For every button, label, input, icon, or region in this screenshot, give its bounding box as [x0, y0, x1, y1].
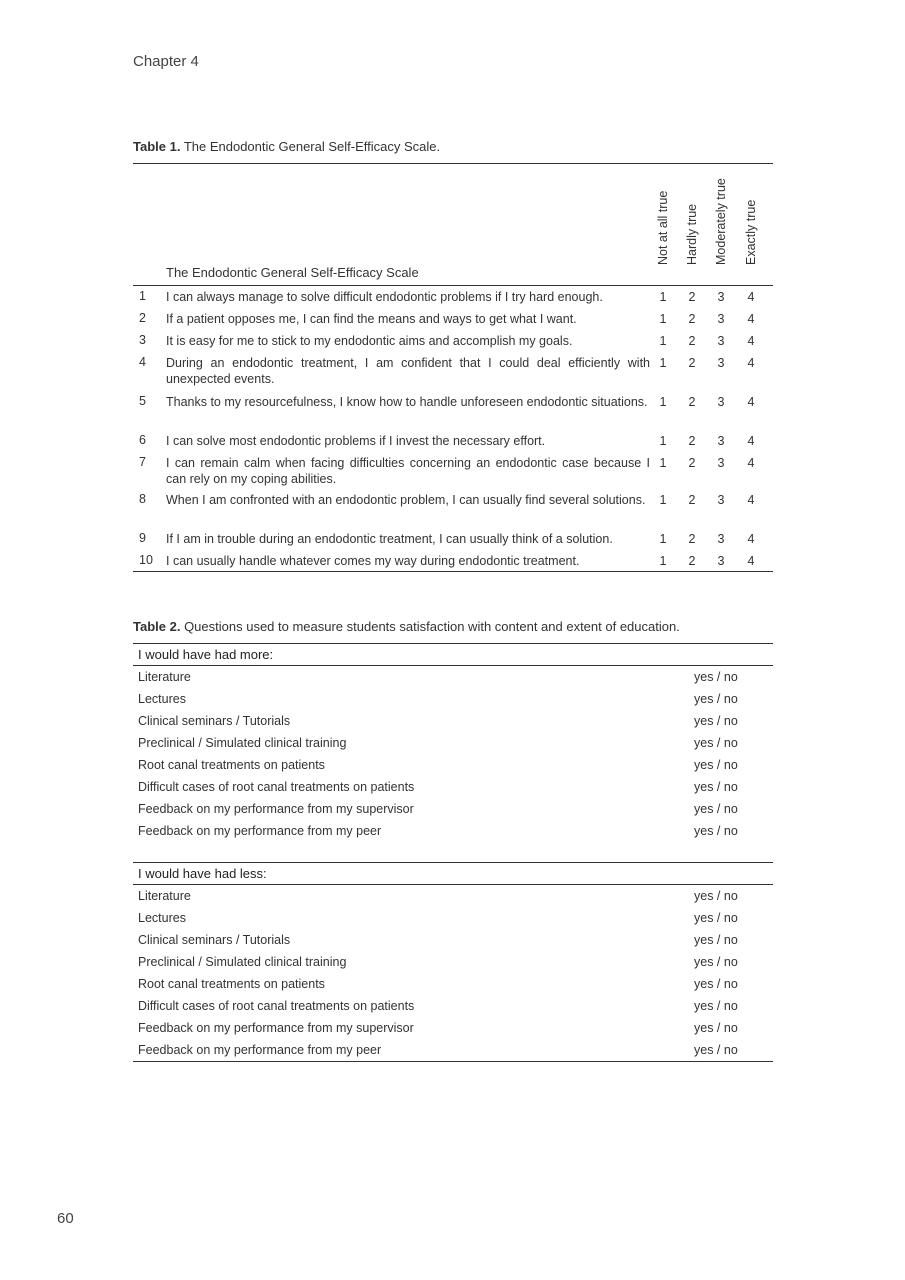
scale-value: 2 — [688, 334, 696, 348]
header-hardly-true-label: Hardly true — [685, 203, 699, 265]
header-exactly-true-label: Exactly true — [744, 199, 758, 265]
scale-value: 4 — [747, 554, 755, 568]
row-number: 8 — [139, 492, 146, 506]
scale-value: 4 — [747, 493, 755, 507]
scale-row — [133, 528, 773, 550]
row-statement: I can remain calm when facing difficulties concerning an endodontic case because I can rely on my coping abilities. — [166, 456, 650, 486]
scale-value: 4 — [747, 290, 755, 304]
row-statement: When I am confronted with an endodontic problem, I can usually find several solutions. — [166, 493, 646, 507]
yes-no-answer: yes / no — [694, 692, 738, 706]
row-statement: I can solve most endodontic problems if I invest the necessary effort. — [166, 434, 546, 448]
item-label: Clinical seminars / Tutorials — [138, 933, 291, 947]
satisfaction-row — [133, 776, 773, 798]
scale-value: 2 — [688, 356, 696, 370]
section-heading: I would have had less: — [133, 862, 773, 885]
scale-value: 1 — [659, 312, 667, 326]
yes-no-answer: yes / no — [694, 911, 738, 925]
scale-row — [133, 430, 773, 452]
scale-row — [133, 489, 773, 528]
yes-no-answer: yes / no — [694, 933, 738, 947]
scale-value: 3 — [717, 493, 725, 507]
scale-value: 4 — [747, 356, 755, 370]
scale-value: 3 — [717, 312, 725, 326]
row-number: 10 — [139, 553, 153, 567]
self-efficacy-table-body — [133, 286, 773, 572]
scale-value: 2 — [688, 312, 696, 326]
item-label: Preclinical / Simulated clinical training — [138, 736, 347, 750]
row-number: 9 — [139, 531, 146, 545]
scale-row — [133, 550, 773, 572]
item-label: Difficult cases of root canal treatments on patients — [138, 999, 415, 1013]
scale-value: 1 — [659, 334, 667, 348]
item-label: Clinical seminars / Tutorials — [138, 714, 291, 728]
scale-value: 3 — [717, 532, 725, 546]
satisfaction-row — [133, 710, 773, 732]
scale-value: 4 — [747, 532, 755, 546]
self-efficacy-table-header — [133, 164, 773, 286]
scale-value: 2 — [688, 554, 696, 568]
row-statement: Thanks to my resourcefulness, I know how to handle unforeseen endodontic situations. — [166, 395, 648, 409]
yes-no-answer: yes / no — [694, 955, 738, 969]
satisfaction-row — [133, 929, 773, 951]
scale-column-title: The Endodontic General Self-Efficacy Scale — [166, 265, 419, 280]
scale-row — [133, 308, 773, 330]
row-statement: I can always manage to solve difficult endodontic problems if I try hard enough. — [166, 290, 603, 304]
scale-row — [133, 391, 773, 430]
satisfaction-row — [133, 688, 773, 710]
scale-value: 3 — [717, 395, 725, 409]
item-label: Feedback on my performance from my peer — [138, 824, 382, 838]
scale-value: 1 — [659, 493, 667, 507]
satisfaction-row — [133, 951, 773, 973]
satisfaction-row — [133, 754, 773, 776]
item-label: Feedback on my performance from my supervisor — [138, 1021, 414, 1035]
satisfaction-row — [133, 820, 773, 842]
scale-value: 3 — [717, 290, 725, 304]
header-not-at-all-true — [653, 159, 673, 279]
item-label: Literature — [138, 889, 191, 903]
yes-no-answer: yes / no — [694, 824, 738, 838]
table2-caption-label: Table 2. — [133, 619, 181, 634]
scale-value: 1 — [659, 554, 667, 568]
row-number: 5 — [139, 394, 146, 408]
satisfaction-row — [133, 732, 773, 754]
scale-value: 2 — [688, 493, 696, 507]
scale-row — [133, 452, 773, 489]
yes-no-answer: yes / no — [694, 999, 738, 1013]
yes-no-answer: yes / no — [694, 889, 738, 903]
header-hardly-true — [682, 159, 702, 279]
header-exactly-true — [741, 159, 761, 279]
yes-no-answer: yes / no — [694, 977, 738, 991]
satisfaction-table-less — [133, 862, 773, 1062]
satisfaction-row — [133, 666, 773, 688]
item-label: Root canal treatments on patients — [138, 758, 325, 772]
scale-value: 3 — [717, 356, 725, 370]
scale-value: 2 — [688, 434, 696, 448]
scale-value: 4 — [747, 334, 755, 348]
satisfaction-row — [133, 798, 773, 820]
item-label: Feedback on my performance from my supervisor — [138, 802, 414, 816]
row-number: 2 — [139, 311, 146, 325]
item-label: Literature — [138, 670, 191, 684]
item-label: Preclinical / Simulated clinical training — [138, 955, 347, 969]
yes-no-answer: yes / no — [694, 1043, 738, 1057]
scale-value: 1 — [659, 456, 667, 470]
scale-value: 3 — [717, 334, 725, 348]
scale-row — [133, 330, 773, 352]
satisfaction-row — [133, 1039, 773, 1061]
scale-value: 1 — [659, 532, 667, 546]
scale-row — [133, 286, 773, 308]
table2-caption-text: Questions used to measure students satisfaction with content and extent of education. — [180, 619, 680, 634]
scale-value: 1 — [659, 290, 667, 304]
yes-no-answer: yes / no — [694, 714, 738, 728]
item-label: Lectures — [138, 911, 186, 925]
self-efficacy-table — [133, 163, 773, 572]
header-moderately-true — [711, 159, 731, 279]
yes-no-answer: yes / no — [694, 736, 738, 750]
scale-value: 2 — [688, 395, 696, 409]
table1-caption — [133, 139, 440, 154]
scale-value: 4 — [747, 395, 755, 409]
row-statement: It is easy for me to stick to my endodontic aims and accomplish my goals. — [166, 334, 573, 348]
yes-no-answer: yes / no — [694, 758, 738, 772]
scale-value: 2 — [688, 290, 696, 304]
page-number: 60 — [57, 1210, 74, 1227]
satisfaction-row — [133, 885, 773, 907]
scale-value: 3 — [717, 434, 725, 448]
table2-caption — [133, 619, 680, 634]
scale-value: 4 — [747, 312, 755, 326]
scale-value: 3 — [717, 554, 725, 568]
scale-value: 3 — [717, 456, 725, 470]
yes-no-answer: yes / no — [694, 780, 738, 794]
scale-value: 2 — [688, 456, 696, 470]
chapter-heading: Chapter 4 — [133, 53, 199, 70]
row-statement: During an endodontic treatment, I am confident that I could deal efficiently with unexpected events. — [166, 356, 650, 386]
yes-no-answer: yes / no — [694, 670, 738, 684]
table1-caption-label: Table 1. — [133, 139, 181, 154]
header-moderately-true-label: Moderately true — [714, 178, 728, 265]
table1-caption-text: The Endodontic General Self-Efficacy Scale. — [180, 139, 441, 154]
row-statement: If a patient opposes me, I can find the means and ways to get what I want. — [166, 312, 577, 326]
scale-row — [133, 352, 773, 391]
satisfaction-row — [133, 973, 773, 995]
row-number: 4 — [139, 355, 146, 369]
row-statement: If I am in trouble during an endodontic treatment, I can usually think of a solution. — [166, 532, 613, 546]
item-label: Lectures — [138, 692, 186, 706]
row-number: 3 — [139, 333, 146, 347]
row-number: 7 — [139, 455, 146, 469]
yes-no-answer: yes / no — [694, 802, 738, 816]
row-statement: I can usually handle whatever comes my way during endodontic treatment. — [166, 554, 580, 568]
scale-value: 1 — [659, 356, 667, 370]
satisfaction-table-more — [133, 643, 773, 842]
section-heading: I would have had more: — [133, 643, 773, 666]
scale-value: 4 — [747, 434, 755, 448]
yes-no-answer: yes / no — [694, 1021, 738, 1035]
satisfaction-row — [133, 1017, 773, 1039]
scale-value: 4 — [747, 456, 755, 470]
header-not-at-all-true-label: Not at all true — [656, 190, 670, 265]
scale-value: 1 — [659, 395, 667, 409]
row-number: 1 — [139, 289, 146, 303]
scale-value: 1 — [659, 434, 667, 448]
item-label: Root canal treatments on patients — [138, 977, 325, 991]
item-label: Feedback on my performance from my peer — [138, 1043, 382, 1057]
satisfaction-row — [133, 995, 773, 1017]
scale-value: 2 — [688, 532, 696, 546]
satisfaction-row — [133, 907, 773, 929]
row-number: 6 — [139, 433, 146, 447]
item-label: Difficult cases of root canal treatments on patients — [138, 780, 415, 794]
